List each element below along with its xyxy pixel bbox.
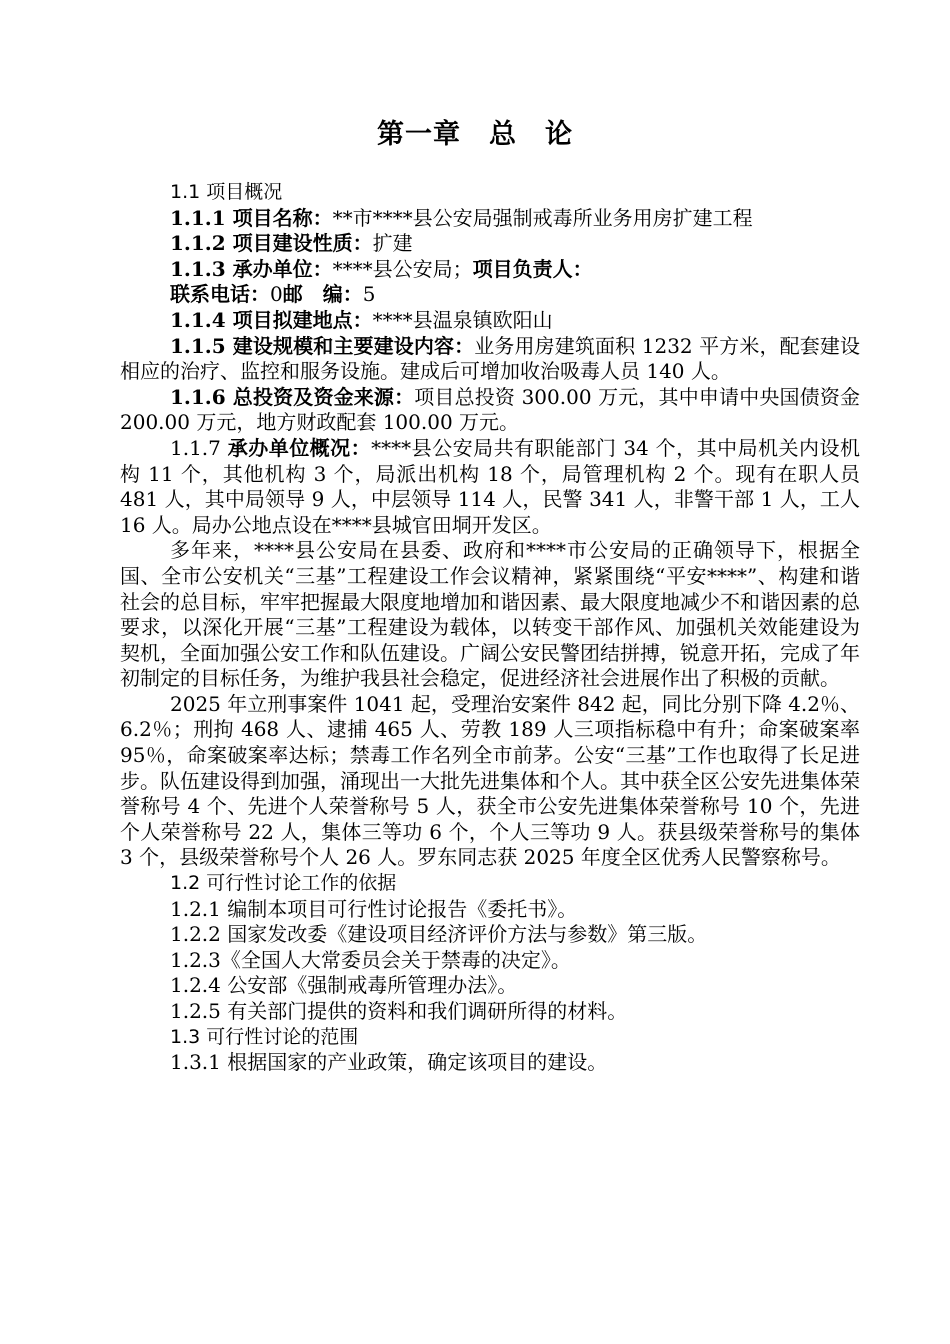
item-label: 1.1.6 总投资及资金来源： [170,384,415,409]
basis-item: 1.2.1 编制本项目可行性讨论报告《委托书》。 [170,896,578,921]
item-label: 承办单位概况： [227,435,372,460]
item-label: 1.1.4 项目拟建地点： [170,307,373,332]
basis-item: 1.2.5 有关部门提供的资料和我们调研所得的材料。 [170,999,628,1023]
basis-item: 1.2.2 国家发改委《建设项目经济评价方法与参数》第三版。 [170,922,708,947]
paragraph-overview: 多年来，****县公安局在县委、政府和****市公安局的正确领导下，根据全国、全市公安机关“三基”工程建设工作会议精神，紧紧围绕“平安****”、构建和谐社会的总目标，牢牢把握最大限度地增加和谐因素、最大限度地减少不和谐因素的总要求，以深化开展“三基”工程建设为载体，以转变干部作风、加强机关效能建设为契机，全面加强公安工作和队伍建设。广阔公安民警团结拼搏，锐意开拓，完成了年初制定的目标任务，为维护我县社会稳定，促进经济社会进展作出了积极的贡献。 [120,538,860,691]
section-heading-1-2: 1.2 可行性讨论工作的依据 [170,872,397,895]
item-1-1-2 [120,231,860,257]
document-body [120,180,860,1076]
item-1-1-1 [120,206,860,232]
item-1-1-7 [120,436,860,538]
item-1-1-3 [120,257,860,283]
item-label: 1.1.3 承办单位： [170,256,333,281]
item-text: 业务用房建筑面积 1232 平方米，配套建设相应的治疗、监控和服务设施。建成后可增加收治吸毒人员 140 人。 [120,333,860,384]
postcode-value: 5 [362,282,376,307]
postcode-label: 邮 编： [282,282,363,307]
section-heading-1-3: 1.3 可行性讨论的范围 [170,1025,359,1048]
item-1-1-4 [120,308,860,334]
scope-item: 1.3.1 根据国家的产业政策，确定该项目的建设。 [170,1050,608,1075]
item-1-1-5 [120,334,860,385]
item-text: ****县公安局； [332,256,473,281]
basis-item: 1.2.4 公安部《强制戒毒所管理办法》。 [170,973,518,998]
item-number: 1.1.7 [170,435,228,460]
item-text: ****县公安局共有职能部门 34 个，其中局机关内设机构 11 个，其他机构 3 个，局派出机构 18 个，局管理机构 2 个。现有在职人员 481 人，其中局领导 9 人，中层领导 114 人，民警 341 人，非警干部 1 人，工人 16 人。局办公地点设在****县城官田垌开发区。 [120,435,860,537]
paragraph-statistics: 2025 年立刑事案件 1041 起，受理治安案件 842 起，同比分别下降 4.2％、6.2％；刑拘 468 人、逮捕 465 人、劳教 189 人三项指标稳中有升；命案破案率 95％，命案破案率达标；禁毒工作名列全市前茅。公安“三基”工作也取得了长足进步。队伍建设得到加强，涌现出一大批先进集体和个人。其中获全区公安先进集体荣誉称号 4 个、先进个人荣誉称号 5 人，获全市公安先进集体荣誉称号 10 个，先进个人荣誉称号 22 人，集体三等功 6 个，个人三等功 9 人。获县级荣誉称号的集体 3 个，县级荣誉称号个人 26 人。罗东同志获 2025 年度全区优秀人民警察称号。 [120,691,860,870]
section-heading-1-1: 1.1 项目概况 [170,181,283,203]
item-text: ****县温泉镇欧阳山 [372,307,553,332]
item-label-2: 项目负责人： [472,256,593,281]
item-label: 1.1.5 建设规模和主要建设内容： [170,333,475,358]
phone-value: 0 [270,282,283,307]
basis-item: 1.2.3《全国人大常委员会关于禁毒的决定》。 [170,947,571,972]
contact-line [120,282,860,308]
item-label: 1.1.2 项目建设性质： [170,231,373,256]
item-text: 项目总投资 300.00 万元，其中申请中央国债资金 200.00 万元，地方财政配套 100.00 万元。 [120,384,860,435]
item-label: 1.1.1 项目名称： [170,205,333,230]
item-1-1-6 [120,385,860,436]
phone-label: 联系电话： [170,282,270,307]
item-text: 扩建 [372,231,413,256]
item-text: **市****县公安局强制戒毒所业务用房扩建工程 [332,205,753,230]
chapter-title: 第一章 总 论 [377,119,573,150]
